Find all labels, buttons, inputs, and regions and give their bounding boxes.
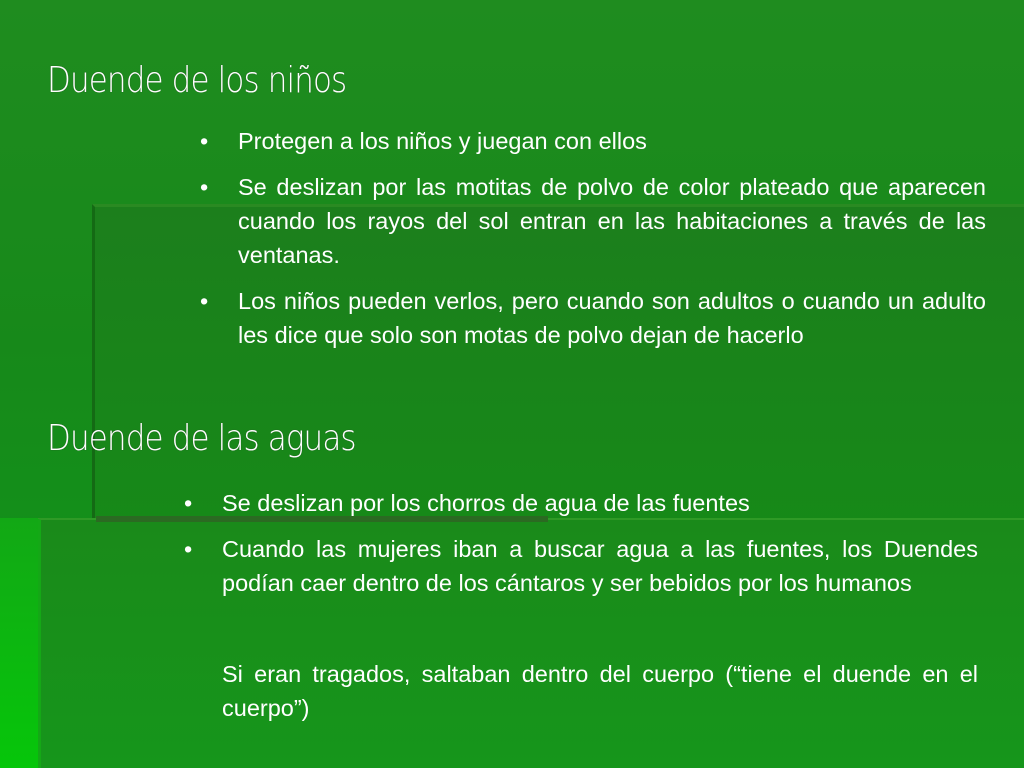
background-accent-strip xyxy=(0,518,38,768)
list-item xyxy=(180,532,978,600)
section-title-ninos: Duende de los niños xyxy=(47,60,347,101)
bullet-list-aguas xyxy=(180,486,978,612)
bullet-text: Se deslizan por los chorros de agua de las fuentes xyxy=(222,490,750,516)
bullet-icon: • xyxy=(184,490,193,516)
bullet-text: Protegen a los niños y juegan con ellos xyxy=(238,128,647,154)
section-title-aguas: Duende de las aguas xyxy=(47,418,356,459)
list-item xyxy=(196,124,986,158)
bullet-text: Cuando las mujeres iban a buscar agua a las fuentes, los Duendes podían caer dentro de los cántaros y ser bebidos por los humanos xyxy=(222,536,978,596)
list-item xyxy=(196,170,986,272)
bullet-icon: • xyxy=(200,128,209,154)
extra-paragraph: Si eran tragados, saltaban dentro del cuerpo (“tiene el duende en el cuerpo”) xyxy=(222,661,978,721)
bullet-icon: • xyxy=(200,174,209,200)
list-item xyxy=(196,284,986,352)
bullet-icon: • xyxy=(200,288,209,314)
bullet-text: Se deslizan por las motitas de polvo de color plateado que aparecen cuando los rayos del sol entran en las habitaciones a través de las ventanas. xyxy=(238,174,986,268)
bullet-list-ninos xyxy=(196,124,986,364)
bullet-icon: • xyxy=(184,536,193,562)
list-item xyxy=(180,486,978,520)
bullet-text: Los niños pueden verlos, pero cuando son adultos o cuando un adulto les dice que solo son motas de polvo dejan de hacerlo xyxy=(238,288,986,348)
